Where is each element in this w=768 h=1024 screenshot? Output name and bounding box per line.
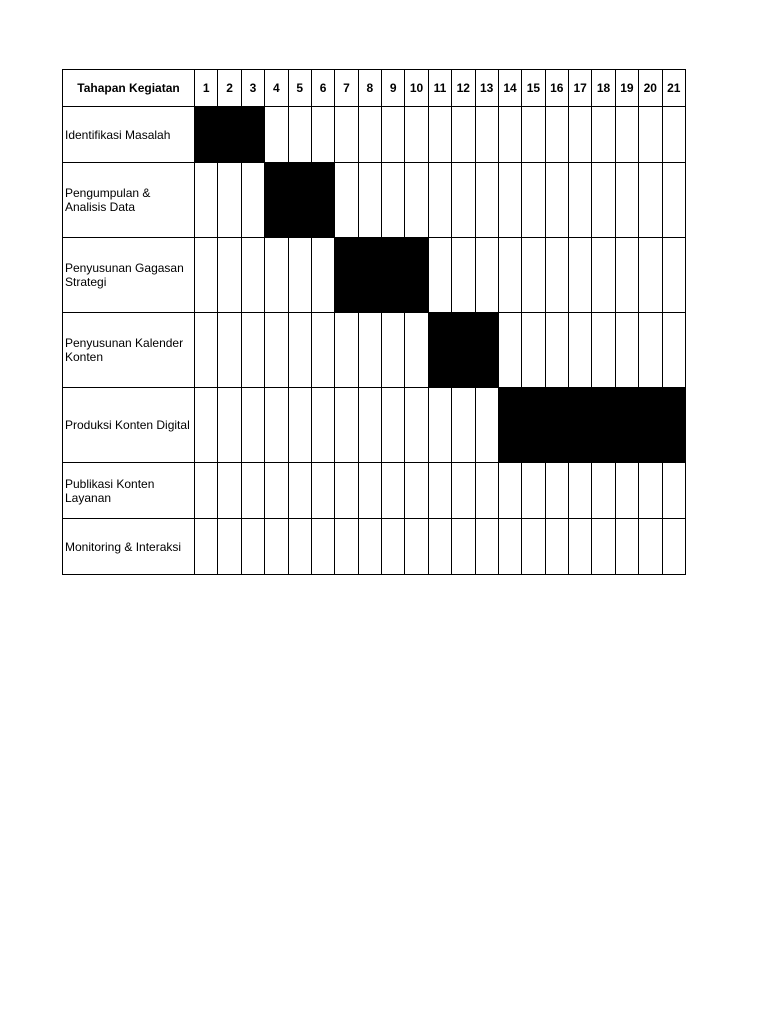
schedule-empty-cell (195, 163, 218, 238)
week-header: 20 (639, 70, 662, 107)
schedule-empty-cell (288, 313, 311, 388)
schedule-empty-cell (311, 463, 334, 519)
schedule-empty-cell (195, 463, 218, 519)
week-header: 19 (615, 70, 638, 107)
schedule-empty-cell (265, 388, 288, 463)
schedule-empty-cell (639, 107, 662, 163)
schedule-bar-cell (639, 388, 662, 463)
schedule-empty-cell (545, 163, 568, 238)
schedule-empty-cell (498, 238, 521, 313)
schedule-empty-cell (288, 388, 311, 463)
schedule-empty-cell (265, 313, 288, 388)
schedule-empty-cell (335, 313, 358, 388)
schedule-empty-cell (522, 463, 545, 519)
schedule-empty-cell (428, 238, 451, 313)
schedule-empty-cell (569, 313, 592, 388)
schedule-empty-cell (452, 163, 475, 238)
schedule-empty-cell (241, 238, 264, 313)
schedule-empty-cell (639, 163, 662, 238)
week-header: 13 (475, 70, 498, 107)
stage-column-header: Tahapan Kegiatan (63, 70, 195, 107)
activity-label: Publikasi Konten Layanan (63, 463, 195, 519)
schedule-empty-cell (452, 519, 475, 575)
week-header: 10 (405, 70, 428, 107)
week-header: 3 (241, 70, 264, 107)
schedule-empty-cell (452, 107, 475, 163)
schedule-bar-cell (218, 107, 241, 163)
activity-label: Monitoring & Interaksi (63, 519, 195, 575)
schedule-empty-cell (475, 107, 498, 163)
schedule-empty-cell (662, 463, 686, 519)
schedule-empty-cell (382, 388, 405, 463)
schedule-empty-cell (592, 107, 615, 163)
schedule-empty-cell (662, 107, 686, 163)
schedule-empty-cell (639, 238, 662, 313)
schedule-bar-cell (335, 238, 358, 313)
schedule-empty-cell (522, 313, 545, 388)
schedule-empty-cell (475, 238, 498, 313)
week-header: 16 (545, 70, 568, 107)
week-header: 12 (452, 70, 475, 107)
schedule-empty-cell (498, 313, 521, 388)
week-header: 11 (428, 70, 451, 107)
schedule-empty-cell (615, 313, 638, 388)
schedule-empty-cell (475, 463, 498, 519)
schedule-empty-cell (288, 107, 311, 163)
schedule-bar-cell (498, 388, 521, 463)
schedule-empty-cell (428, 519, 451, 575)
schedule-bar-cell (592, 388, 615, 463)
schedule-empty-cell (428, 388, 451, 463)
schedule-empty-cell (428, 463, 451, 519)
schedule-empty-cell (358, 519, 381, 575)
activity-row (63, 163, 686, 238)
schedule-empty-cell (382, 313, 405, 388)
schedule-empty-cell (218, 519, 241, 575)
schedule-empty-cell (335, 388, 358, 463)
schedule-empty-cell (545, 519, 568, 575)
schedule-empty-cell (241, 388, 264, 463)
schedule-empty-cell (475, 163, 498, 238)
schedule-bar-cell (311, 163, 334, 238)
schedule-empty-cell (241, 313, 264, 388)
schedule-empty-cell (522, 163, 545, 238)
schedule-empty-cell (452, 238, 475, 313)
schedule-empty-cell (592, 313, 615, 388)
schedule-empty-cell (498, 163, 521, 238)
schedule-empty-cell (522, 519, 545, 575)
schedule-empty-cell (569, 163, 592, 238)
schedule-empty-cell (335, 107, 358, 163)
schedule-empty-cell (405, 163, 428, 238)
schedule-empty-cell (452, 463, 475, 519)
activity-label: Identifikasi Masalah (63, 107, 195, 163)
activity-label: Penyusunan Gagasan Strategi (63, 238, 195, 313)
schedule-empty-cell (335, 163, 358, 238)
schedule-empty-cell (382, 163, 405, 238)
schedule-bar-cell (405, 238, 428, 313)
schedule-empty-cell (358, 163, 381, 238)
schedule-empty-cell (288, 519, 311, 575)
schedule-empty-cell (662, 313, 686, 388)
header-row (63, 70, 686, 107)
schedule-bar-cell (662, 388, 686, 463)
schedule-empty-cell (195, 519, 218, 575)
schedule-empty-cell (452, 388, 475, 463)
activity-row (63, 388, 686, 463)
schedule-empty-cell (428, 163, 451, 238)
schedule-empty-cell (405, 388, 428, 463)
schedule-empty-cell (569, 238, 592, 313)
schedule-empty-cell (311, 238, 334, 313)
schedule-empty-cell (405, 463, 428, 519)
schedule-empty-cell (241, 463, 264, 519)
schedule-empty-cell (288, 238, 311, 313)
activity-row (63, 463, 686, 519)
schedule-empty-cell (592, 463, 615, 519)
schedule-empty-cell (405, 519, 428, 575)
schedule-empty-cell (265, 238, 288, 313)
schedule-empty-cell (639, 463, 662, 519)
schedule-bar-cell (452, 313, 475, 388)
schedule-empty-cell (265, 463, 288, 519)
schedule-empty-cell (545, 313, 568, 388)
schedule-empty-cell (265, 107, 288, 163)
week-header: 4 (265, 70, 288, 107)
schedule-empty-cell (475, 388, 498, 463)
schedule-empty-cell (311, 313, 334, 388)
schedule-empty-cell (522, 238, 545, 313)
week-header: 1 (195, 70, 218, 107)
schedule-empty-cell (241, 519, 264, 575)
schedule-bar-cell (475, 313, 498, 388)
week-header: 9 (382, 70, 405, 107)
schedule-bar-cell (545, 388, 568, 463)
schedule-empty-cell (405, 313, 428, 388)
schedule-empty-cell (335, 519, 358, 575)
schedule-empty-cell (639, 313, 662, 388)
schedule-bar-cell (615, 388, 638, 463)
week-header: 17 (569, 70, 592, 107)
schedule-empty-cell (358, 463, 381, 519)
schedule-bar-cell (288, 163, 311, 238)
schedule-bar-cell (195, 107, 218, 163)
schedule-bar-cell (428, 313, 451, 388)
schedule-bar-cell (241, 107, 264, 163)
activity-label: Penyusunan Kalender Konten (63, 313, 195, 388)
schedule-empty-cell (615, 519, 638, 575)
schedule-empty-cell (662, 163, 686, 238)
schedule-bar-cell (382, 238, 405, 313)
schedule-body (63, 107, 686, 575)
schedule-bar-cell (569, 388, 592, 463)
schedule-empty-cell (311, 388, 334, 463)
schedule-empty-cell (615, 163, 638, 238)
activity-row (63, 519, 686, 575)
schedule-empty-cell (358, 313, 381, 388)
schedule-empty-cell (195, 388, 218, 463)
activity-row (63, 238, 686, 313)
week-header: 14 (498, 70, 521, 107)
schedule-empty-cell (382, 463, 405, 519)
schedule-empty-cell (335, 463, 358, 519)
week-header: 6 (311, 70, 334, 107)
schedule-empty-cell (218, 388, 241, 463)
schedule-empty-cell (545, 107, 568, 163)
schedule-empty-cell (428, 107, 451, 163)
schedule-empty-cell (382, 519, 405, 575)
schedule-empty-cell (498, 519, 521, 575)
week-header: 18 (592, 70, 615, 107)
schedule-table (62, 69, 686, 575)
schedule-empty-cell (288, 463, 311, 519)
activity-label: Pengumpulan & Analisis Data (63, 163, 195, 238)
activity-row (63, 313, 686, 388)
schedule-empty-cell (311, 107, 334, 163)
schedule-empty-cell (615, 238, 638, 313)
schedule-empty-cell (615, 107, 638, 163)
schedule-empty-cell (545, 238, 568, 313)
week-header: 7 (335, 70, 358, 107)
activity-label: Produksi Konten Digital (63, 388, 195, 463)
schedule-empty-cell (195, 238, 218, 313)
schedule-empty-cell (218, 238, 241, 313)
schedule-empty-cell (241, 163, 264, 238)
schedule-empty-cell (358, 107, 381, 163)
schedule-empty-cell (218, 313, 241, 388)
week-header: 21 (662, 70, 686, 107)
schedule-bar-cell (358, 238, 381, 313)
schedule-bar-cell (265, 163, 288, 238)
schedule-empty-cell (569, 107, 592, 163)
week-header: 15 (522, 70, 545, 107)
schedule-empty-cell (545, 463, 568, 519)
week-header: 5 (288, 70, 311, 107)
schedule-empty-cell (569, 519, 592, 575)
schedule-empty-cell (475, 519, 498, 575)
schedule-empty-cell (662, 238, 686, 313)
schedule-empty-cell (382, 107, 405, 163)
schedule-empty-cell (311, 519, 334, 575)
schedule-empty-cell (592, 163, 615, 238)
schedule-empty-cell (498, 463, 521, 519)
schedule-bar-cell (522, 388, 545, 463)
schedule-empty-cell (218, 163, 241, 238)
schedule-empty-cell (405, 107, 428, 163)
schedule-empty-cell (569, 463, 592, 519)
schedule-empty-cell (195, 313, 218, 388)
week-header: 2 (218, 70, 241, 107)
schedule-empty-cell (592, 238, 615, 313)
schedule-empty-cell (592, 519, 615, 575)
schedule-empty-cell (639, 519, 662, 575)
schedule-empty-cell (662, 519, 686, 575)
schedule-empty-cell (615, 463, 638, 519)
schedule-empty-cell (498, 107, 521, 163)
schedule-empty-cell (358, 388, 381, 463)
activity-row (63, 107, 686, 163)
schedule-empty-cell (265, 519, 288, 575)
week-header: 8 (358, 70, 381, 107)
schedule-empty-cell (522, 107, 545, 163)
schedule-empty-cell (218, 463, 241, 519)
